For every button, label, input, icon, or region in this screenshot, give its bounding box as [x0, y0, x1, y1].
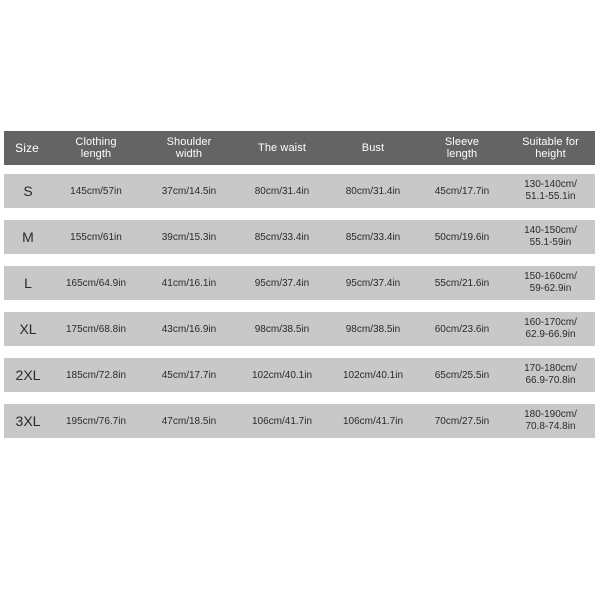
bust-cell: 102cm/40.1in [342, 369, 404, 381]
size-row-3xl [4, 404, 595, 438]
shoulder-width-cell: 47cm/18.5in [161, 415, 217, 427]
height-cell: 130-140cm/ 51.1-55.1in [524, 179, 577, 202]
size-cell: M [22, 229, 34, 245]
clothing-length-cell: 145cm/57in [70, 185, 122, 197]
waist-cell: 98cm/38.5in [254, 323, 310, 335]
size-row-xl [4, 312, 595, 346]
header-suitable-height: Suitable for height [522, 136, 579, 160]
sleeve-length-cell: 60cm/23.6in [434, 323, 490, 335]
height-cell: 170-180cm/ 66.9-70.8in [524, 363, 577, 386]
clothing-length-cell: 185cm/72.8in [65, 369, 127, 381]
sleeve-length-cell: 55cm/21.6in [434, 277, 490, 289]
sleeve-length-cell: 50cm/19.6in [434, 231, 490, 243]
waist-cell: 106cm/41.7in [251, 415, 313, 427]
size-chart-header [4, 131, 595, 165]
size-chart-table [4, 131, 595, 450]
height-cell: 160-170cm/ 62.9-66.9in [524, 317, 577, 340]
shoulder-width-cell: 43cm/16.9in [161, 323, 217, 335]
size-row-2xl [4, 358, 595, 392]
clothing-length-cell: 155cm/61in [70, 231, 122, 243]
sleeve-length-cell: 65cm/25.5in [434, 369, 490, 381]
shoulder-width-cell: 37cm/14.5in [161, 185, 217, 197]
clothing-length-cell: 195cm/76.7in [65, 415, 127, 427]
size-cell: S [23, 183, 33, 199]
header-bust: Bust [361, 142, 385, 154]
waist-cell: 95cm/37.4in [254, 277, 310, 289]
height-cell: 180-190cm/ 70.8-74.8in [524, 409, 577, 432]
bust-cell: 106cm/41.7in [342, 415, 404, 427]
size-cell: 2XL [15, 367, 41, 383]
clothing-length-cell: 175cm/68.8in [65, 323, 127, 335]
header-size: Size [15, 141, 39, 155]
size-row-s [4, 174, 595, 208]
shoulder-width-cell: 45cm/17.7in [161, 369, 217, 381]
waist-cell: 80cm/31.4in [254, 185, 310, 197]
size-row-m [4, 220, 595, 254]
height-cell: 150-160cm/ 59-62.9in [524, 271, 577, 294]
shoulder-width-cell: 41cm/16.1in [161, 277, 217, 289]
sleeve-length-cell: 70cm/27.5in [434, 415, 490, 427]
header-clothing-length: Clothing length [75, 136, 117, 160]
bust-cell: 80cm/31.4in [345, 185, 401, 197]
bust-cell: 98cm/38.5in [345, 323, 401, 335]
size-row-l [4, 266, 595, 300]
header-sleeve-length: Sleeve length [444, 136, 480, 160]
height-cell: 140-150cm/ 55.1-59in [524, 225, 577, 248]
waist-cell: 102cm/40.1in [251, 369, 313, 381]
size-cell: 3XL [15, 413, 41, 429]
header-shoulder-width: Shoulder width [166, 136, 212, 160]
bust-cell: 95cm/37.4in [345, 277, 401, 289]
sleeve-length-cell: 45cm/17.7in [434, 185, 490, 197]
shoulder-width-cell: 39cm/15.3in [161, 231, 217, 243]
waist-cell: 85cm/33.4in [254, 231, 310, 243]
size-cell: XL [19, 321, 37, 337]
size-cell: L [24, 275, 32, 291]
bust-cell: 85cm/33.4in [345, 231, 401, 243]
header-waist: The waist [258, 142, 306, 154]
clothing-length-cell: 165cm/64.9in [65, 277, 127, 289]
